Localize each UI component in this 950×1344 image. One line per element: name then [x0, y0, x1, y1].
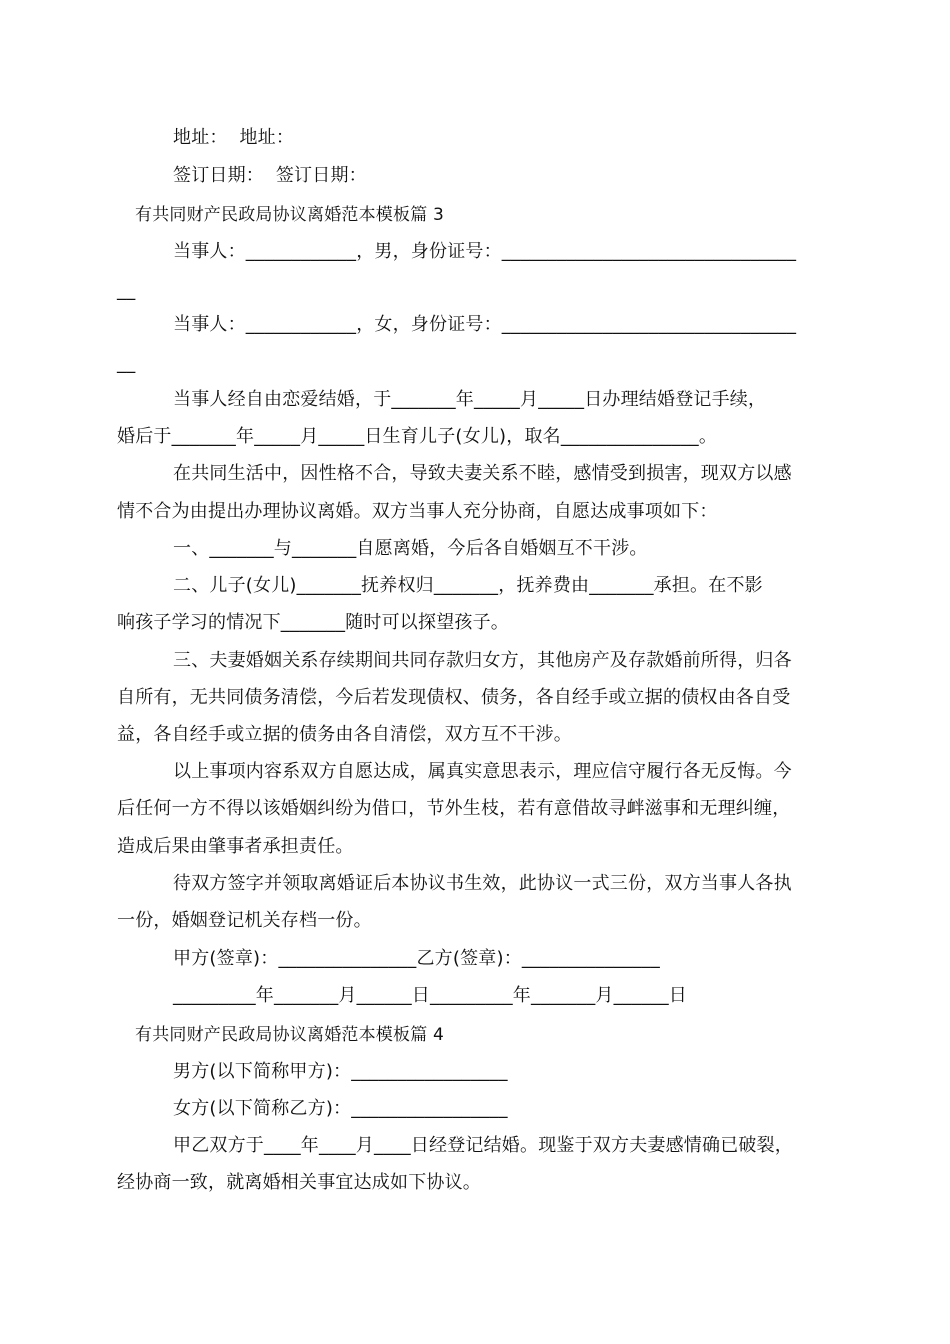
- section-heading-3: 有共同财产民政局协议离婚范本模板篇 3: [135, 205, 445, 225]
- female-party-line: 女方(以下简称乙方)：_________________: [173, 1098, 508, 1119]
- signature-line: 甲方(签章)：_______________乙方(签章)：_______________: [173, 948, 660, 969]
- party-female-line: 当事人：____________，女，身份证号：________________________________: [173, 314, 797, 335]
- affirmation-line-3: 造成后果由肇事者承担责任。: [117, 836, 354, 857]
- marriage-paragraph-line-2: 婚后于_______年_____月_____日生育儿子(女儿)，取名_______________。: [117, 426, 718, 447]
- affirmation-line-1: 以上事项内容系双方自愿达成，属真实意思表示，理应信守履行各无反悔。今: [173, 761, 792, 782]
- agreement-item-2-line-2: 响孩子学习的情况下_______随时可以探望孩子。: [117, 612, 509, 633]
- agreement-item-3-line-3: 益，各自经手或立据的债务由各自清偿，双方互不干涉。: [117, 724, 572, 745]
- agreement-item-3-line-2: 自所有，无共同债务清偿，今后若发现债权、债务，各自经手或立据的债权由各自受: [117, 687, 791, 708]
- male-party-line: 男方(以下简称甲方)：_________________: [173, 1061, 508, 1082]
- address-line: 地址： 地址：: [173, 127, 295, 148]
- agreement-item-2-line-1: 二、儿子(女儿)_______抚养权归_______，抚养费由_______承担。在不影: [173, 575, 763, 596]
- registration-line-1: 甲乙双方于____年____月____日经登记结婚。现鉴于双方夫妻感情确已破裂，: [173, 1135, 793, 1156]
- cohabit-paragraph-line-2: 情不合为由提出办理协议离婚。双方当事人充分协商，自愿达成事项如下：: [117, 501, 718, 522]
- registration-line-2: 经协商一致，就离婚相关事宜达成如下协议。: [117, 1172, 481, 1193]
- cohabit-paragraph-line-1: 在共同生活中，因性格不合，导致夫妻关系不睦，感情受到损害，现双方以感: [173, 463, 792, 484]
- agreement-item-3-line-1: 三、夫妻婚姻关系存续期间共同存款归女方，其他房产及存款婚前所得，归各: [173, 650, 792, 671]
- marriage-paragraph-line-1: 当事人经自由恋爱结婚，于_______年_____月_____日办理结婚登记手续，: [173, 389, 767, 410]
- affirmation-line-2: 后任何一方不得以该婚姻纠纷为借口，节外生枝，若有意借故寻衅滋事和无理纠缠，: [117, 798, 791, 819]
- date-line: _________年_______月______日_________年_______月______日: [173, 985, 687, 1006]
- signing-date-line: 签订日期： 签订日期：: [173, 165, 367, 186]
- effect-line-1: 待双方签字并领取离婚证后本协议书生效，此协议一式三份，双方当事人各执: [173, 873, 792, 894]
- party-female-wrap: __: [117, 353, 136, 374]
- section-heading-4: 有共同财产民政局协议离婚范本模板篇 4: [135, 1025, 445, 1045]
- party-male-line: 当事人：____________，男，身份证号：________________________________: [173, 241, 797, 262]
- agreement-item-1: 一、_______与_______自愿离婚，今后各自婚姻互不干涉。: [173, 538, 648, 559]
- effect-line-2: 一份，婚姻登记机关存档一份。: [117, 910, 372, 931]
- party-male-wrap: __: [117, 280, 136, 301]
